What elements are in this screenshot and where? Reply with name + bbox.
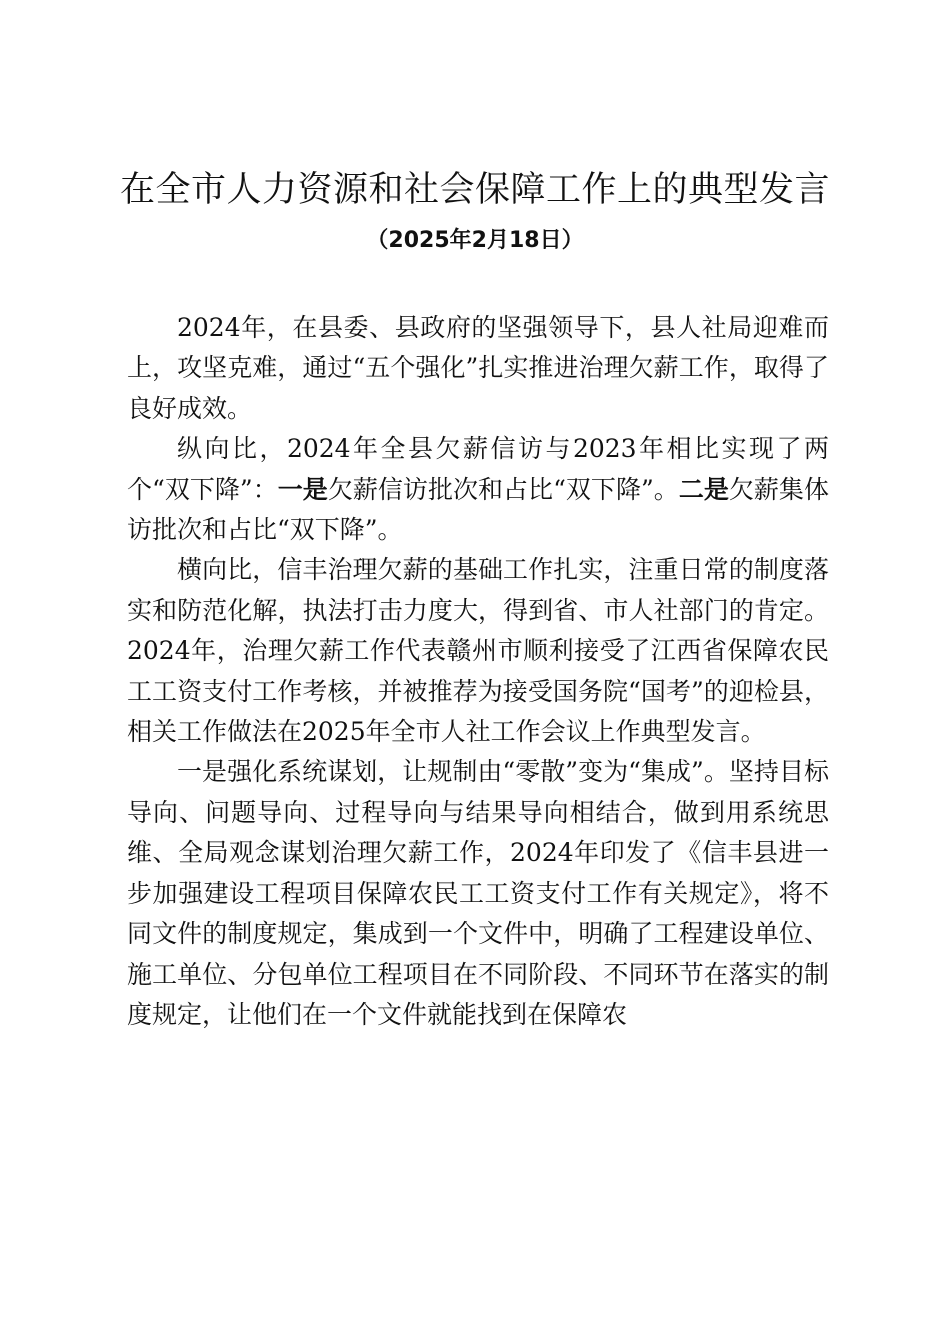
paragraph-horizontal-comparison: 横向比，信丰治理欠薪的基础工作扎实，注重日常的制度落实和防范化解，执法打击力度大，得到省、市人社部门的肯定。2024年，治理欠薪工作代表赣州市顺利接受了江西省保障农民工工资支付工作考核，并被推荐为接受国务院“国考”的迎检县，相关工作做法在2025年全市人社工作会议上作典型发言。 xyxy=(127,555,829,747)
document-date: （2025年2月18日） xyxy=(366,228,584,253)
paragraph-text: 纵向比，2024年全县欠薪信访与2023年相比实现了两个“双下降”： xyxy=(127,434,829,504)
paragraph-vertical-comparison xyxy=(127,429,829,550)
paragraph-intro: 2024年，在县委、县政府的坚强领导下，县人社局迎难而上，攻坚克难，通过“五个强化”扎实推进治理欠薪工作，取得了良好成效。 xyxy=(127,313,829,423)
paragraph-text: 欠薪信访批次和占比“双下降”。 xyxy=(327,474,679,504)
document-title: 在全市人力资源和社会保障工作上的典型发言 xyxy=(119,170,830,210)
document-body xyxy=(127,308,829,1035)
paragraph-system-planning: 一是强化系统谋划，让规制由“零散”变为“集成”。坚持目标导向、问题导向、过程导向与结果导向相结合，做到用系统思维、全局观念谋划治理欠薪工作，2024年印发了《信丰县进一步加强建设工程项目保障农民工工资支付工作有关规定》，将不同文件的制度规定，集成到一个文件中，明确了工程建设单位、施工单位、分包单位工程项目在不同阶段、不同环节在落实的制度规定，让他们在一个文件就能找到在保障农 xyxy=(127,757,829,1029)
emphasis-second: 二是 xyxy=(678,474,729,504)
emphasis-first: 一是 xyxy=(277,474,328,504)
paragraph-text: 欠薪集体访批次和占比“双下降”。 xyxy=(127,474,829,545)
